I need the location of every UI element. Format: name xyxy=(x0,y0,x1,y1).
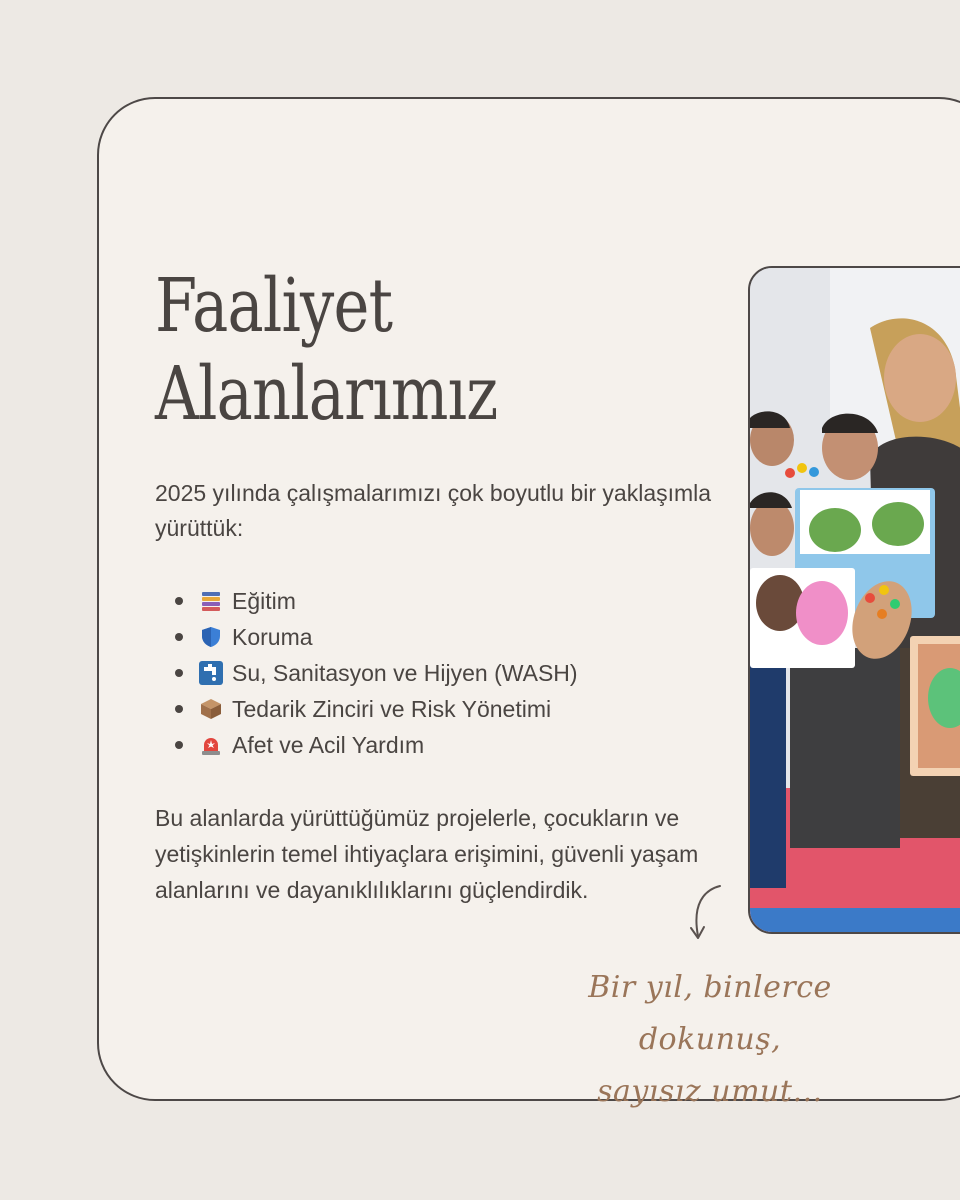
curved-arrow-icon xyxy=(686,880,726,944)
tagline-line-2: sayısız umut… xyxy=(597,1074,823,1109)
tagline-line-1: Bir yıl, binlerce dokunuş, xyxy=(588,970,832,1057)
activity-areas-list xyxy=(175,583,735,763)
children-with-artwork-illustration xyxy=(750,268,960,934)
area-label: Eğitim xyxy=(232,588,296,614)
list-item xyxy=(175,583,735,619)
area-label: Koruma xyxy=(232,624,313,650)
list-item xyxy=(175,619,735,655)
classroom-photo xyxy=(748,266,960,934)
area-label: Tedarik Zinciri ve Risk Yönetimi xyxy=(232,696,552,722)
title-line-2: Alanlarımız xyxy=(155,351,498,437)
shield-icon xyxy=(199,625,223,649)
bullet-icon xyxy=(175,669,183,677)
books-icon xyxy=(199,589,223,613)
bullet-icon xyxy=(175,597,183,605)
list-item xyxy=(175,691,735,727)
page-title xyxy=(155,262,497,438)
bullet-icon xyxy=(175,633,183,641)
tagline xyxy=(520,962,900,1118)
list-item xyxy=(175,727,735,763)
water-tap-icon xyxy=(199,661,223,685)
bullet-icon xyxy=(175,705,183,713)
siren-icon xyxy=(199,733,223,757)
intro-text: 2025 yılında çalışmalarımızı çok boyutlu bir yaklaşımla yürüttük: xyxy=(155,480,712,541)
closing-text: Bu alanlarda yürüttüğümüz projelerle, çocukların ve yetişkinlerin temel ihtiyaçlara erişimini, güvenli yaşam alanlarını ve dayanıklılıklarını güçlendirdik. xyxy=(155,805,699,903)
area-label: Su, Sanitasyon ve Hijyen (WASH) xyxy=(232,660,578,686)
package-icon xyxy=(199,697,223,721)
area-label: Afet ve Acil Yardım xyxy=(232,732,425,758)
title-line-1: Faaliyet xyxy=(155,263,393,349)
list-item xyxy=(175,655,735,691)
bullet-icon xyxy=(175,741,183,749)
